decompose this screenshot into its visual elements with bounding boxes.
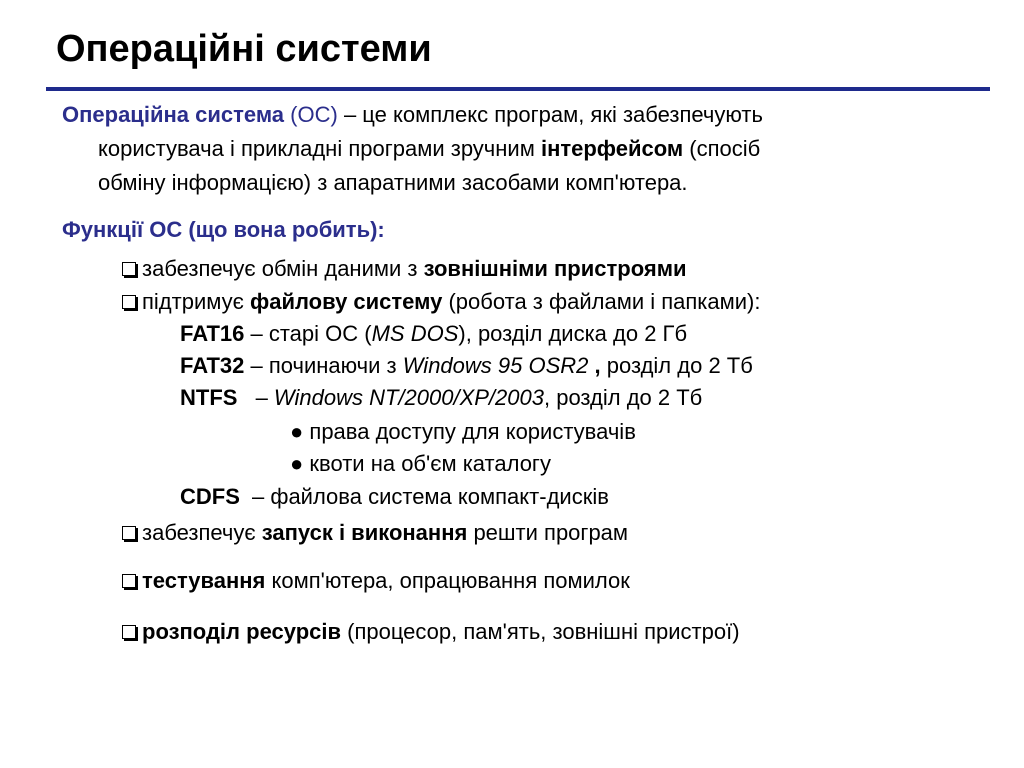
list-item <box>120 256 687 282</box>
item-bold: запуск і виконання <box>261 520 468 545</box>
fs-text-post: , розділ до 2 Тб <box>543 385 703 410</box>
fs-italic: MS DOS <box>371 321 459 346</box>
checkbox-icon <box>122 295 136 309</box>
item-text: забезпечує <box>142 520 262 545</box>
item-bold: зовнішніми пристроями <box>423 256 687 281</box>
fs-cdfs <box>180 484 609 510</box>
item-text: підтримує <box>142 289 250 314</box>
definition-abbr: (ОС) <box>290 102 338 127</box>
fs-italic: Windows NT/2000/XP/2003 <box>273 385 544 410</box>
list-item <box>120 568 630 594</box>
checkbox-icon <box>122 526 136 540</box>
title-divider <box>46 87 990 91</box>
functions-heading: Функції ОС (що вона робить): <box>62 217 385 242</box>
fs-fat16 <box>180 321 687 347</box>
fs-text-post: розділ до 2 Тб <box>600 353 753 378</box>
fs-name: FAT32 <box>180 353 245 378</box>
item-text: забезпечує обмін даними з <box>142 256 424 281</box>
fs-ntfs <box>180 385 702 411</box>
fs-italic: Windows 95 OSR2 <box>402 353 589 378</box>
item-text-post: (робота з файлами і папками): <box>442 289 761 314</box>
ntfs-feature: ● права доступу для користувачів <box>290 419 636 444</box>
fs-text-post: ), розділ диска до 2 Гб <box>458 321 688 346</box>
definition-line-2 <box>98 136 760 162</box>
definition-text-2: користувача і прикладні програми зручним <box>98 136 541 161</box>
checkbox-icon <box>122 262 136 276</box>
fs-text: – старі ОС ( <box>244 321 372 346</box>
fs-name: NTFS <box>180 385 238 410</box>
item-text-post: (процесор, пам'ять, зовнішні пристрої) <box>341 619 740 644</box>
item-bold: тестування <box>142 568 266 593</box>
fs-comma: , <box>588 353 601 378</box>
definition-text-1: – це комплекс програм, які забезпечують <box>337 102 763 127</box>
list-item <box>120 520 628 546</box>
checkbox-icon <box>122 625 136 639</box>
page-title: Операційні системи <box>56 28 432 70</box>
item-text-post: комп'ютера, опрацювання помилок <box>265 568 630 593</box>
list-item <box>120 289 760 315</box>
list-item <box>120 619 740 645</box>
fs-name: CDFS <box>180 484 240 509</box>
item-text-post: решти програм <box>467 520 629 545</box>
definition-line-1 <box>62 102 763 128</box>
definition-line-3: обміну інформацією) з апаратними засобами комп'ютера. <box>98 170 688 195</box>
checkbox-icon <box>122 574 136 588</box>
item-bold: файлову систему <box>249 289 443 314</box>
definition-interface: інтерфейсом <box>540 136 684 161</box>
fs-fat32 <box>180 353 753 379</box>
ntfs-feature: ● квоти на об'єм каталогу <box>290 451 551 476</box>
fs-name: FAT16 <box>180 321 245 346</box>
fs-text: – починаючи з <box>244 353 403 378</box>
definition-term: Операційна система <box>62 102 285 127</box>
fs-text: – файлова система компакт-дисків <box>245 484 609 509</box>
item-bold: розподіл ресурсів <box>142 619 341 644</box>
definition-text-2b: (спосіб <box>683 136 761 161</box>
fs-text: – <box>249 385 274 410</box>
